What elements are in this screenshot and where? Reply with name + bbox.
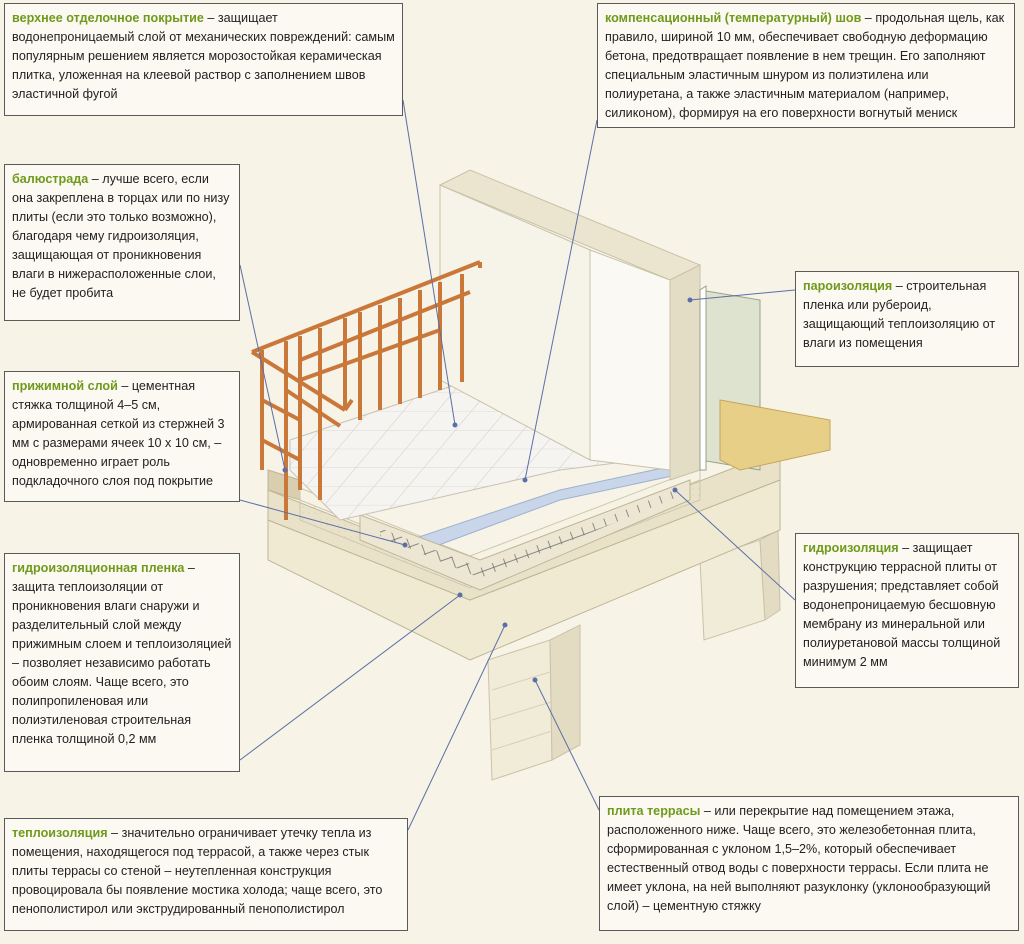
callout-text: – строительная пленка или рубероид, защищающий теплоизоляцию от влаги из помещения <box>803 279 996 350</box>
callout-term: компенсационный (температурный) шов <box>605 11 862 25</box>
callout-term: гидроизоляция <box>803 541 899 555</box>
callout-pressure-layer <box>4 371 240 502</box>
callout-terrace-slab <box>599 796 1019 931</box>
callout-term: теплоизоляция <box>12 826 108 840</box>
callout-term: балюстрада <box>12 172 89 186</box>
callout-text: – защита теплоизоляции от проникновения влаги снаружи и разделительный слой между прижимным слоем и теплоизоляцией – позволяет независимо работать обоим слоям. Чаще всего, это полипропиленовая или полиэтиленовая строительная пленка толщиной 0,2 мм <box>12 561 232 746</box>
callout-waterproofing <box>795 533 1019 688</box>
callout-waterproof-film <box>4 553 240 772</box>
callout-text: – значительно ограничивает утечку тепла из помещения, находящегося под террасой, а также через стык плиты террасы со стеной – неутепленная конструкция провоцировала бы появление мостика холода; чаще всего, это пенополистирол или экструдированный пенополистирол <box>12 826 383 916</box>
callout-top-finish <box>4 3 403 116</box>
callout-vapor-barrier <box>795 271 1019 367</box>
callout-term: пароизоляция <box>803 279 893 293</box>
callout-expansion-joint <box>597 3 1015 128</box>
callout-text: – продольная щель, как правило, шириной 10 мм, обеспечивает свободную деформацию бетона, предотвращает появление в нем трещин. Его заполняют специальным эластичным шнуром из полиэтилена или полиуретана, а также эластичным материалом (например, силиконом), формируя на его поверхности вогнутый мениск <box>605 11 1005 120</box>
callout-balustrade <box>4 164 240 321</box>
callout-text: – защищает конструкцию террасной плиты от разрушения; представляет собой водонепроницаемую бесшовную мембрану из минеральной или полиуретановой массы толщиной минимум 2 мм <box>803 541 1001 669</box>
callout-term: прижимной слой <box>12 379 118 393</box>
callout-text: – лучше всего, если она закреплена в торцах или по низу плиты (если это только возможно), благодаря чему гидроизоляция, защищающая от проникновения влаги в нижерасположенные слои, не будет пробита <box>12 172 230 300</box>
callout-term: верхнее отделочное покрытие <box>12 11 204 25</box>
callout-term: гидроизоляционная пленка <box>12 561 185 575</box>
callout-text: – защищает водонепроницаемый слой от механических повреждений: самым популярным решением является морозостойкая керамическая плитка, уложенная на клеевой раствор с заполнением швов эластичной фугой <box>12 11 395 101</box>
support-column <box>488 625 580 780</box>
callout-text: – или перекрытие над помещением этажа, расположенного ниже. Чаще всего, это железобетонная плита, сформированная с уклоном 1,5–2%, который обеспечивает естественный отвод воды с поверхности террасы. Если плита не имеет уклона, на ней выполняют разуклонку (уклонообразующий слой) – цементную стяжку <box>607 804 991 913</box>
callout-insulation <box>4 818 408 931</box>
callout-text: – цементная стяжка толщиной 4–5 см, армированная сеткой из стержней 3 мм с размерами ячеек 10 х 10 см, – одновременно играет роль подкладочного слоя под покрытие <box>12 379 225 488</box>
callout-term: плита террасы <box>607 804 701 818</box>
